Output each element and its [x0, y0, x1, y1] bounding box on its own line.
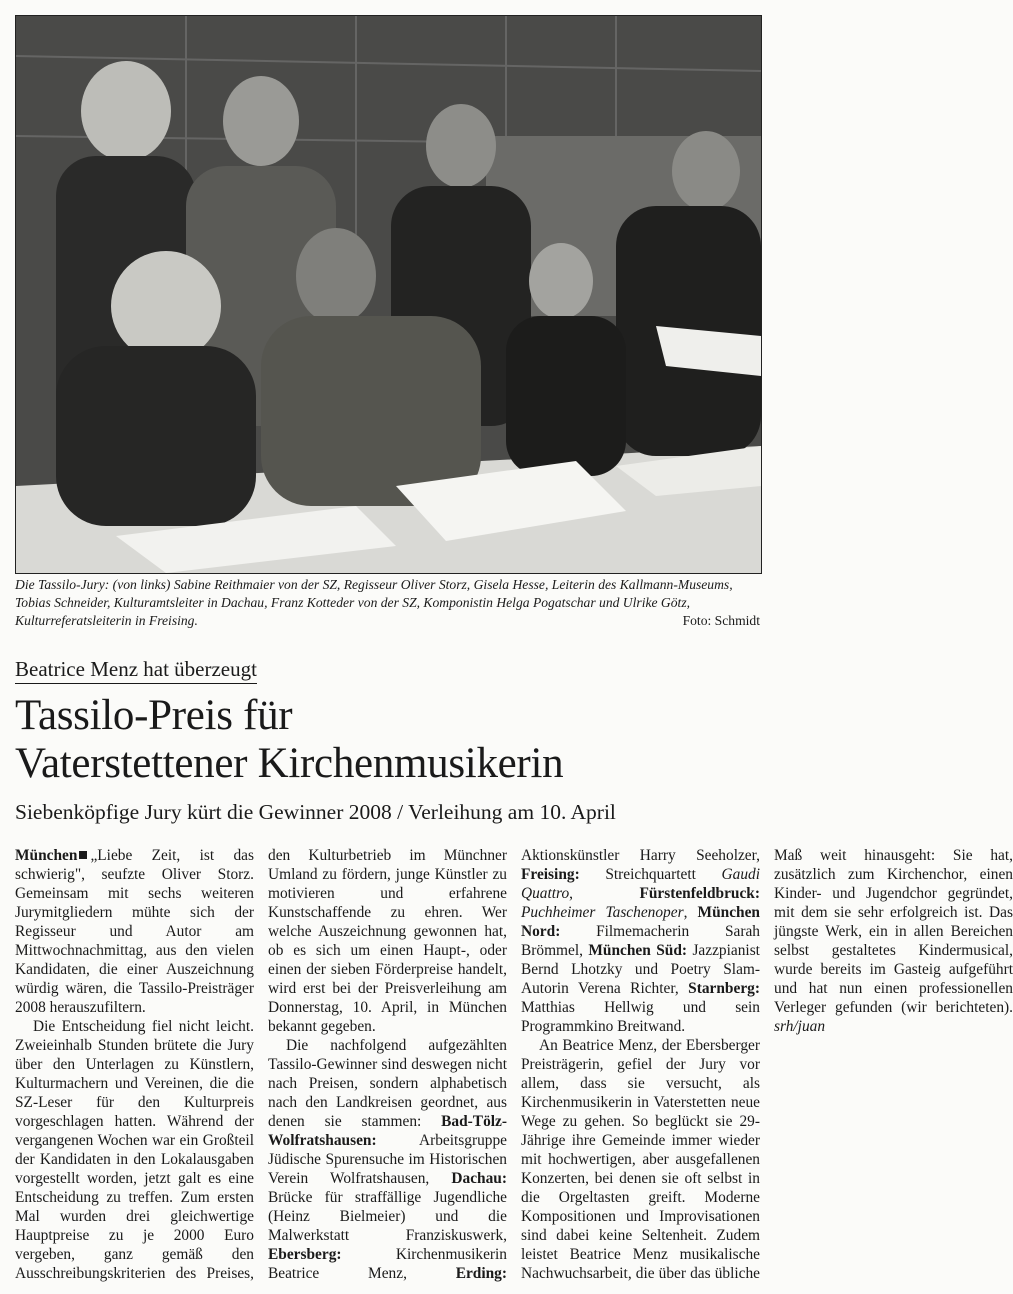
winner-region: Erding:: [455, 1265, 507, 1282]
winner-text: Aktionskünstler Harry Seeholzer,: [521, 847, 760, 864]
winner-text: Kirchenmusikerin Beatrice Menz,: [268, 1246, 507, 1282]
winner-region: München Süd:: [588, 942, 688, 959]
winner-italic: Gaudi Quattro: [521, 866, 760, 902]
winner-text: Brücke für straffällige Jugendliche (Heinz Bielmeier) und die Malwerkstatt Franziskuswerk,: [268, 1189, 507, 1244]
winner-region: Fürstenfeldbruck:: [639, 885, 760, 902]
author-signature: srh/juan: [774, 1018, 826, 1035]
paragraph-2: Die Entscheidung fiel nicht leicht. Zweieinhalb Stunden brütete die Jury über den Unterlagen zu Künstlern, Kulturmachern und Vereinen, die die SZ-Leser für den Kulturpreis vorgeschlagen hatten. Während der vergangenen Wochen war ein Großteil der Kandidaten in den Lokalausgaben vorgestellt worden, jetzt galt es eine Entscheidung zu treffen. Zum ersten Mal wurden drei gleichwertige Hauptpreise zu je 2000 Euro vergeben, ganz gemäß den Ausschreibungskriterien des Preises, den Kulturbetrieb im Münchner Umland zu fördern, junge Künstler zu motivieren und erfahrene Kunstschaffende zu ehren. Wer welche Auszeichnung gewonnen hat, ob es sich um einen Haupt-, oder einen der sieben Förderpreise handelt, wird erst bei der Preisverleihung am Donnerstag, 10. April, in München bekannt gegeben.: [15, 847, 507, 1282]
caption-text: Die Tassilo-Jury: (von links) Sabine Reithmaier von der SZ, Regisseur Oliver Storz, Gisela Hesse, Leiterin des Kallmann-Museums, Tobias Schneider, Kulturamtsleiter in Dachau, Franz Kotteder von der SZ, Komponistin Helga Pogatschar und Ulrike Götz, Kulturreferatsleiterin in Freising.: [15, 577, 733, 628]
winner-italic: Puchheimer Taschenoper: [521, 904, 684, 921]
winner-text: Arbeitsgruppe Jüdische Spurensuche im Historischen Verein Wolfratshausen,: [268, 1132, 507, 1187]
headline-line-2: Vaterstettener Kirchenmusikerin: [15, 740, 564, 787]
winner-region: München Nord:: [521, 904, 760, 940]
paragraph-3: Die nachfolgend aufgezählten Tassilo-Gewinner sind deswegen nicht nach Preisen, sondern alphabetisch nach den Landkreisen geordnet, aus denen sie stammen: Bad-Tölz-Wolfratshausen: Arbeitsgruppe Jüdische Spurensuche im Historischen Verein Wolfratshausen, Dachau: Brücke für straffällige Jugendliche (Heinz Bielmeier) und die Malwerkstatt Franziskuswerk, Ebersberg: Kirchenmusikerin Beatrice Menz, Erding: Aktionskünstler Harry Seeholzer, Freising: Streichquartett Gaudi Quattro, Fürstenfeldbruck: Puchheimer Taschenoper, München Nord: Filmemacherin Sarah Brömmel, München Süd: Jazzpianist Bernd Lhotzky und Poetry Slam-Autorin Verena Richter, Starnberg: Matthias Hellwig und sein Programmkino Breitwand.: [268, 847, 760, 1282]
article-body: [15, 846, 1013, 1286]
paragraph-4-text: An Beatrice Menz, der Ebersberger Preisträgerin, gefiel der Jury vor allem, dass sie versucht, als Kirchenmusikerin in Vaterstetten neue Wege zu gehen. So beglückt sie 29-Jährige ihre Gemeinde immer wieder mit hochwertigen, aber ausgefallenen Konzerten, bei denen sie oft selbst in die Orgeltasten greift. Moderne Kompositionen und Improvisationen sind dabei keine Seltenheit. Zudem leistet Beatrice Menz musikalische Nachwuchsarbeit, die über das übliche Maß weit hinausgeht: Sie hat, zusätzlich zum Kirchenchor, einen Kinder- und Jugendchor gegründet, mit dem sie sehr erfolgreich ist. Das jüngste Werk, ein in allen Bereichen selbst gestaltetes Kindermusical, wurde bereits im Gasteig aufgeführt und hat nun einen professionellen Verleger gefunden (wir berichteten).: [521, 847, 1013, 1282]
headline-line-1: Tassilo-Preis für: [15, 692, 293, 739]
photo-credit: Foto: Schmidt: [682, 613, 760, 628]
winner-region: Starnberg:: [688, 980, 760, 997]
jury-photo-illustration: [16, 16, 761, 573]
dateline-square-icon: [79, 851, 87, 859]
winner-text: Filmemacherin Sarah Brömmel,: [521, 923, 760, 959]
photo-caption: [15, 576, 760, 630]
jury-photo: [15, 15, 762, 574]
paragraph-3-text: Die nachfolgend aufgezählten Tassilo-Gewinner sind deswegen nicht nach Preisen, sondern alphabetisch nach den Landkreisen geordnet, aus denen sie stammen:: [268, 1037, 507, 1130]
article-headline: [15, 692, 775, 788]
winner-region: Freising:: [521, 866, 580, 883]
article-subhead: Siebenköpfige Jury kürt die Gewinner 2008 / Verleihung am 10. April: [15, 800, 616, 824]
article-kicker: Beatrice Menz hat überzeugt: [15, 655, 257, 684]
winner-region: Bad-Tölz-Wolfratshausen:: [268, 1113, 507, 1149]
paragraph-1: [15, 846, 254, 1017]
winner-region: Dachau:: [451, 1170, 507, 1187]
winner-text: Matthias Hellwig und sein Programmkino Breitwand.: [521, 999, 760, 1035]
winner-text: Jazzpianist Bernd Lhotzky und Poetry Slam-Autorin Verena Richter,: [521, 942, 760, 997]
paragraph-1-text: „Liebe Zeit, ist das schwierig", seufzte Oliver Storz. Gemeinsam mit sechs weiteren Jurymitgliedern mühte sich der Regisseur und Autor am Mittwochnachmittag, aus den vielen Kandidaten, die einer Auszeichnung würdig wären, die Tassilo-Preisträger 2008 herauszufiltern.: [15, 847, 254, 1016]
winner-text: Streichquartett: [605, 866, 696, 883]
winner-region: Ebersberg:: [268, 1246, 342, 1263]
dateline: München: [15, 847, 78, 864]
